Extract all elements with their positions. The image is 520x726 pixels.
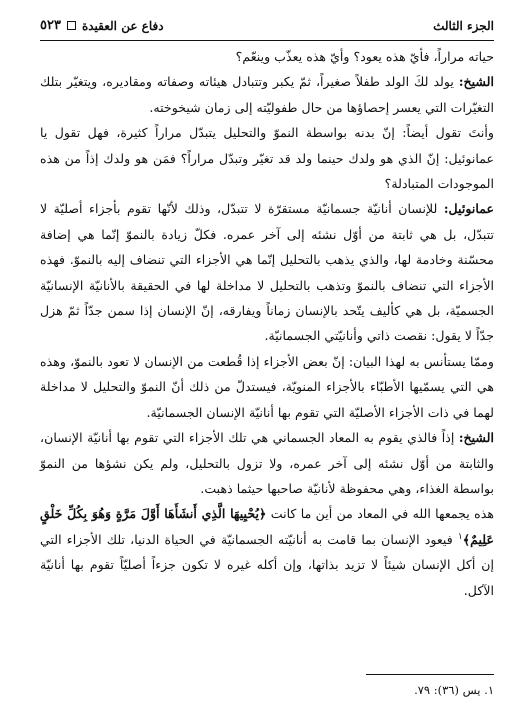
- speaker-label: عمانوئيل:: [443, 201, 494, 217]
- footnote: ١. يس (٣٦): ٧٩.: [414, 683, 494, 697]
- separator-square-icon: [67, 21, 76, 30]
- title-and-page: [40, 18, 164, 33]
- running-header: [40, 18, 494, 33]
- book-title: دفاع عن العقيدة: [81, 18, 164, 33]
- paragraph-6: الشيخ: إذاً فالذي يقوم به المعاد الجسماني هي تلك الأجزاء التي تقوم بها أنانيّة الإنسان، والثابتة من أوّل نشئه إلى آخر عمره، ولا تزول بالتحليل، ولم يكن نشؤها من النموّ بواسطة الغذاء، وهي محفوظة لأنانيّة صاحبها حيثما ذهبت.: [40, 430, 494, 496]
- paragraph-5: وممّا يستأنس به لهذا البيان: إنّ بعض الأجزاء إذا قُطعت من الإنسان لا تعود بالنموّ، وهذه هي التي يسمّيها الأطبّاء بالأجزاء المنويّة، فيستدلّ من ذلك أنّ النموّ والتحليل لا مداخلة لهما في ذات الأجزاء الأصليّة التي تقوم بها أنانيّة الإنسان الجسمانيّة.: [40, 353, 494, 420]
- part-label: الجزء الثالث: [433, 18, 494, 33]
- quran-verse: ﴿يُحْيِيهَا الَّذِي أَنشَأَهَا أَوَّلَ مَرَّةٍ وَهُوَ بِكُلِّ خَلْقٍ عَلِيمٌ﴾: [40, 506, 494, 547]
- main-text: [40, 44, 494, 603]
- footnote-rule: [366, 674, 494, 675]
- page-number: ٥٢٣: [40, 18, 61, 33]
- paragraph-1: حياته مراراً، فأيّ هذه يعود؟ وأيّ هذه يعذّب وينعّم؟: [235, 49, 494, 64]
- paragraph-7: هذه يجمعها الله في المعاد من أين ما كانت ﴿يُحْيِيهَا الَّذِي أَنشَأَهَا أَوَّلَ مَرَّةٍ وَهُوَ بِكُلِّ خَلْقٍ عَلِيمٌ﴾$^١$ فيعود الإنسان بما قامت به أنانيّته الجسمانيّة في الحياة الدنيا، تلك الأجزاء التي إن أكل الإنسان شيئاً لا تزيد بذاتها، وإن أكله غيره لا تكون جزءاً أصليّاً تقوم بها أنانيّة الآكل.: [40, 506, 494, 598]
- paragraph-3: وأنتَ تقول أيضاً: إنّ بدنه بواسطة النموّ والتحليل يتبدّل مراراً كثيرة، فهل تقول يا عمانوئيل: إنّ الذي هو ولدك حينما ولد قد تغيّر وتبدّل مراراً؟ فمَن هو ولدك إذاً من هذه الموجودات المتبادلة؟: [40, 125, 494, 192]
- speaker-label: الشيخ:: [458, 430, 494, 446]
- paragraph-4: عمانوئيل: للإنسان أنانيّة جسمانيّة مستقرّة لا تتبدّل، وذلك لأنّها تقوم بأجزاء أصليّة لا تتبدّل، بل هي ثابتة من أوّل نشئه إلى آخر عمره. فكلّ زيادة بالنموّ إنّما هي إضافة محسّنة وخادمة لها، والذي يذهب بالتحليل إنّما هي الأجزاء التي تنضاف إليه بالنموّ. فهذه الأجزاء التي تنضاف بالنموّ وتذهب بالتحليل لا مداخلة لها في الحقيقة بالأنانيّة الإنسانيّة الجسميّة، بل هي كأليف يتّحد بالإنسان زماناً ويفارقه، إنّ الإنسان إذا سمن جدّاً ثمّ هزل جدّاً لا يقول: نقصت ذاتي وأنانيّتي الجسمانيّة.: [40, 201, 494, 344]
- footnote-marker[interactable]: ١: [457, 531, 463, 542]
- speaker-label: الشيخ:: [458, 74, 494, 90]
- paragraph-2: الشيخ: يولد لكَ الولد طفلاً صغيراً، ثمّ يكبر وتتبادل هيئاته وصفاته ومقاديره، ويتغيّر بتلك التغيّرات التي يعسر إحصاؤها من حال طفوليّته إلى زمان شيخوخته.: [40, 74, 494, 115]
- header-rule: [40, 40, 494, 41]
